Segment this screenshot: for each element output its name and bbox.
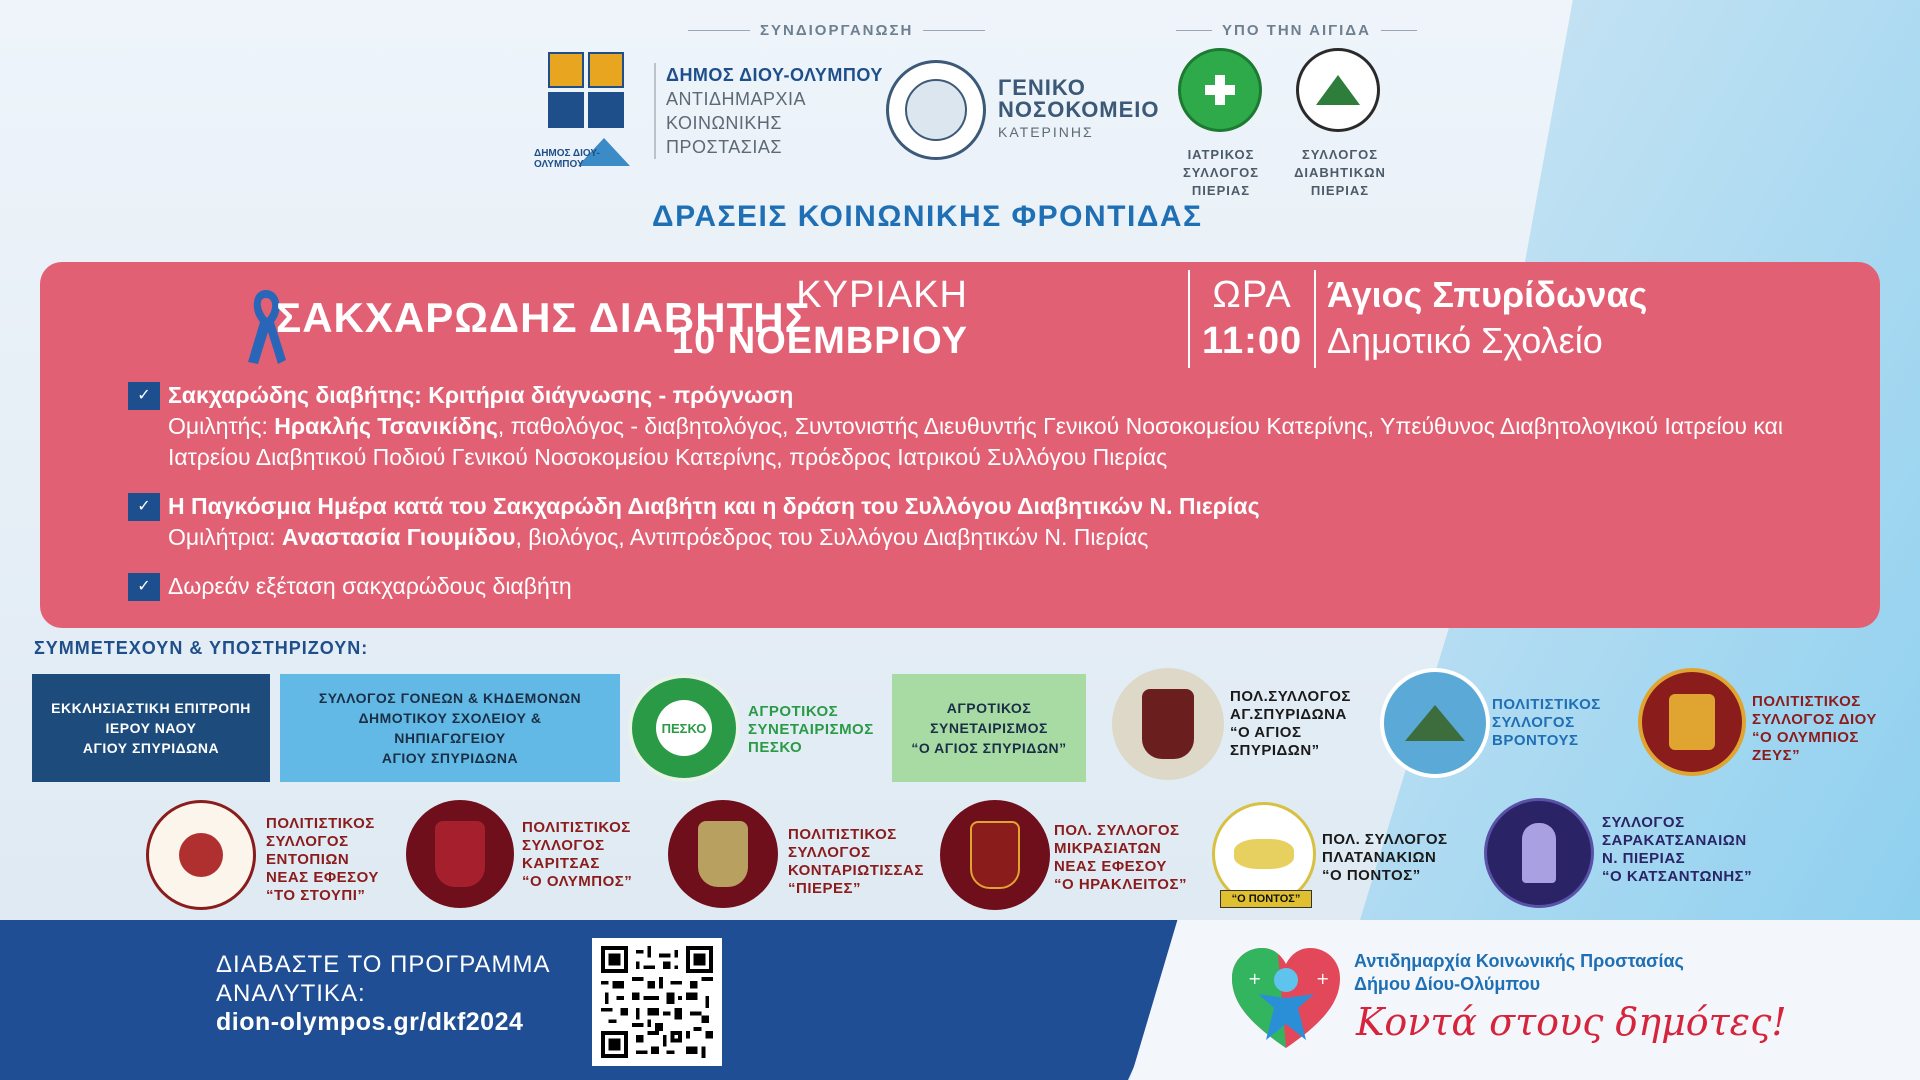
dion-municipality-text: ΔΗΜΟΣ ΔΙΟΥ-ΟΛΥΜΠΟΥ ΑΝΤΙΔΗΜΑΡΧΙΑ ΚΟΙΝΩΝΙΚΗΣ ΠΡΟΣΤΑΣΙΑΣ bbox=[654, 63, 883, 159]
aegis-label: ΥΠΟ ΤΗΝ ΑΙΓΙΔΑ bbox=[1176, 22, 1417, 39]
diou-seal-icon bbox=[1638, 668, 1746, 776]
supporters-title: ΣΥΜΜΕΤΕΧΟΥΝ & ΥΠΟΣΤΗΡΙΖΟΥΝ: bbox=[34, 638, 369, 658]
social-protection-office: Αντιδημαρχία Κοινωνικής Προστασίας Δήμου Δίου-Ολύμπου bbox=[1354, 951, 1684, 994]
event-title: ΣΑΚΧΑΡΩΔΗΣ ΔΙΑΒΗΤΗΣ bbox=[276, 294, 811, 341]
sarakatsanaioi-seal-icon bbox=[1484, 798, 1594, 908]
kontariotissa-banner-icon bbox=[668, 800, 778, 908]
heart-logo-icon bbox=[1228, 944, 1344, 1054]
main-title: ΔΡΑΣΕΙΣ ΚΟΙΝΩΝΙΚΗΣ ΦΡΟΝΤΙΔΑΣ bbox=[652, 200, 1203, 233]
karitsa-label: ΠΟΛΙΤΙΣΤΙΚΟΣ ΣΥΛΛΟΓΟΣ ΚΑΡΙΤΣΑΣ “Ο ΟΛΥΜΠΟΣ” bbox=[522, 819, 633, 890]
event-time: ΩΡΑ 11:00 bbox=[1202, 274, 1303, 362]
agenda-list bbox=[128, 380, 1848, 620]
qr-code-icon[interactable] bbox=[592, 938, 722, 1066]
event-place: Άγιος Σπυρίδωνας Δημοτικό Σχολείο bbox=[1327, 274, 1648, 361]
agios-spyridon-banner-icon bbox=[1112, 668, 1224, 780]
church-committee-box: ΕΚΚΛΗΣΙΑΣΤΙΚΗ ΕΠΙΤΡΟΠΗ ΙΕΡΟΥ ΝΑΟΥ ΑΓΙΟΥ ΣΠΥΡΙΔΩΝΑ bbox=[32, 674, 270, 782]
diou-label: ΠΟΛΙΤΙΣΤΙΚΟΣ ΣΥΛΛΟΓΟΣ ΔΙΟΥ “Ο ΟΛΥΜΠΙΟΣ ΖΕΥΣ” bbox=[1752, 693, 1877, 764]
program-url-link[interactable]: dion-olympos.gr/dkf2024 bbox=[216, 1008, 524, 1036]
program-callout: ΔΙΑΒΑΣΤΕ ΤΟ ΠΡΟΓΡΑΜΜΑ ΑΝΑΛΥΤΙΚΑ: dion-olympos.gr/dkf2024 bbox=[216, 951, 551, 1036]
pontos-tag: “Ο ΠΟΝΤΟΣ” bbox=[1220, 890, 1312, 908]
agenda-item: ✓ Δωρεάν εξέταση σακχαρώδους διαβήτη bbox=[128, 571, 1848, 602]
mikrasiates-banner-icon bbox=[940, 800, 1050, 910]
medical-association-logo: ΙΑΤΡΙΚΟΣ ΣΥΛΛΟΓΟΣ ΠΙΕΡΙΑΣ bbox=[1178, 48, 1268, 200]
stoupi-seal-icon bbox=[146, 800, 256, 910]
divider bbox=[1314, 270, 1316, 368]
mikrasiates-label: ΠΟΛ. ΣΥΛΛΟΓΟΣ ΜΙΚΡΑΣΙΑΤΩΝ ΝΕΑΣ ΕΦΕΣΟΥ “Ο ΗΡΑΚΛΕΙΤΟΣ” bbox=[1054, 822, 1187, 893]
svg-text:+: + bbox=[1316, 969, 1330, 988]
agenda-item: ✓ Η Παγκόσμια Ημέρα κατά του Σακχαρώδη Διαβήτη και η δράση του Συλλόγου Διαβητικών Ν. Πιερίας Ομιλήτρια: Αναστασία Γιουμίδου, βιολόγος, Αντιπρόεδρος του Συλλόγου Διαβητικών Ν. Πιερίας bbox=[128, 491, 1848, 553]
dion-emblem-icon: ΔΗΜΟΣ ΔΙΟΥ-ΟΛΥΜΠΟΥ bbox=[534, 52, 642, 170]
sarakatsanaioi-label: ΣΥΛΛΟΓΟΣ ΣΑΡΑΚΑΤΣΑΝΑΙΩΝ Ν. ΠΙΕΡΙΑΣ “Ο ΚΑΤΣΑΝΤΩΝΗΣ” bbox=[1602, 814, 1753, 885]
parents-association-box: ΣΥΛΛΟΓΟΣ ΓΟΝΕΩΝ & ΚΗΔΕΜΟΝΩΝ ΔΗΜΟΤΙΚΟΥ ΣΧΟΛΕΙΟΥ & ΝΗΠΙΑΓΩΓΕΙΟΥ ΑΓΙΟΥ ΣΠΥΡΙΔΩΝΑ bbox=[280, 674, 620, 782]
checkbox-icon: ✓ bbox=[128, 493, 160, 521]
vrontou-seal-icon bbox=[1380, 668, 1490, 778]
event-panel bbox=[40, 262, 1880, 628]
hospital-seal-icon bbox=[886, 60, 986, 160]
divider bbox=[1188, 270, 1190, 368]
svg-text:+: + bbox=[1248, 969, 1262, 988]
checkbox-icon: ✓ bbox=[128, 382, 160, 410]
agenda-item: ✓ Σακχαρώδης διαβήτης: Κριτήρια διάγνωσης - πρόγνωση Ομιλητής: Ηρακλής Τσανικίδης, παθολόγος - διαβητολόγος, Συντονιστής Διευθυντής Γενικού Νοσοκομείου Κατερίνης, Υπεύθυνος Διαβητολογικού Ιατρείου και Ιατρείου Διαβητικού Ποδιού Γενικού Νοσοκομείου Κατερίνης, πρόεδρος Ιατρικού Συλλόγου Πιερίας bbox=[128, 380, 1848, 473]
slogan: Κοντά στους δημότες! bbox=[1356, 1000, 1787, 1044]
dion-olympos-logo bbox=[534, 52, 883, 170]
checkbox-icon: ✓ bbox=[128, 573, 160, 601]
karitsa-banner-icon bbox=[406, 800, 514, 908]
katerini-hospital-logo: ΓΕΝΙΚΟ ΝΟΣΟΚΟΜΕΙΟ ΚΑΤΕΡΙΝΗΣ bbox=[886, 60, 1160, 160]
agios-spyridon-coop-box: ΑΓΡΟΤΙΚΟΣ ΣΥΝΕΤΑΙΡΙΣΜΟΣ “Ο ΑΓΙΟΣ ΣΠΥΡΙΔΩΝ” bbox=[892, 674, 1086, 782]
stoupi-label: ΠΟΛΙΤΙΣΤΙΚΟΣ ΣΥΛΛΟΓΟΣ ΕΝΤΟΠΙΩΝ ΝΕΑΣ ΕΦΕΣΟΥ “ΤΟ ΣΤΟΥΠΙ” bbox=[266, 815, 379, 904]
mountain-seal-icon bbox=[1296, 48, 1380, 132]
event-date: ΚΥΡΙΑΚΗ 10 ΝΟΕΜΒΡΙΟΥ bbox=[671, 274, 968, 362]
pesko-seal-icon: ΠΕΣΚΟ bbox=[628, 674, 740, 782]
medical-cross-icon bbox=[1178, 48, 1262, 132]
pol-agspyridona-label: ΠΟΛ.ΣΥΛΛΟΓΟΣ ΑΓ.ΣΠΥΡΙΔΩΝΑ “Ο ΑΓΙΟΣ ΣΠΥΡΙΔΩΝ” bbox=[1230, 688, 1351, 759]
vrontou-label: ΠΟΛΙΤΙΣΤΙΚΟΣ ΣΥΛΛΟΓΟΣ ΒΡΟΝΤΟΥΣ bbox=[1492, 696, 1601, 749]
kontariotissa-label: ΠΟΛΙΤΙΣΤΙΚΟΣ ΣΥΛΛΟΓΟΣ ΚΟΝΤΑΡΙΩΤΙΣΣΑΣ “ΠΙΕΡΕΣ” bbox=[788, 826, 924, 897]
pontos-label: ΠΟΛ. ΣΥΛΛΟΓΟΣ ΠΛΑΤΑΝΑΚΙΩΝ “Ο ΠΟΝΤΟΣ” bbox=[1322, 831, 1448, 884]
co-organization-label: ΣΥΝΔΙΟΡΓΑΝΩΣΗ bbox=[688, 22, 985, 39]
pesko-label: ΑΓΡΟΤΙΚΟΣ ΣΥΝΕΤΑΙΡΙΣΜΟΣ ΠΕΣΚΟ bbox=[748, 703, 874, 756]
diabetic-association-logo: ΣΥΛΛΟΓΟΣ ΔΙΑΒΗΤΙΚΩΝ ΠΙΕΡΙΑΣ bbox=[1292, 48, 1388, 200]
